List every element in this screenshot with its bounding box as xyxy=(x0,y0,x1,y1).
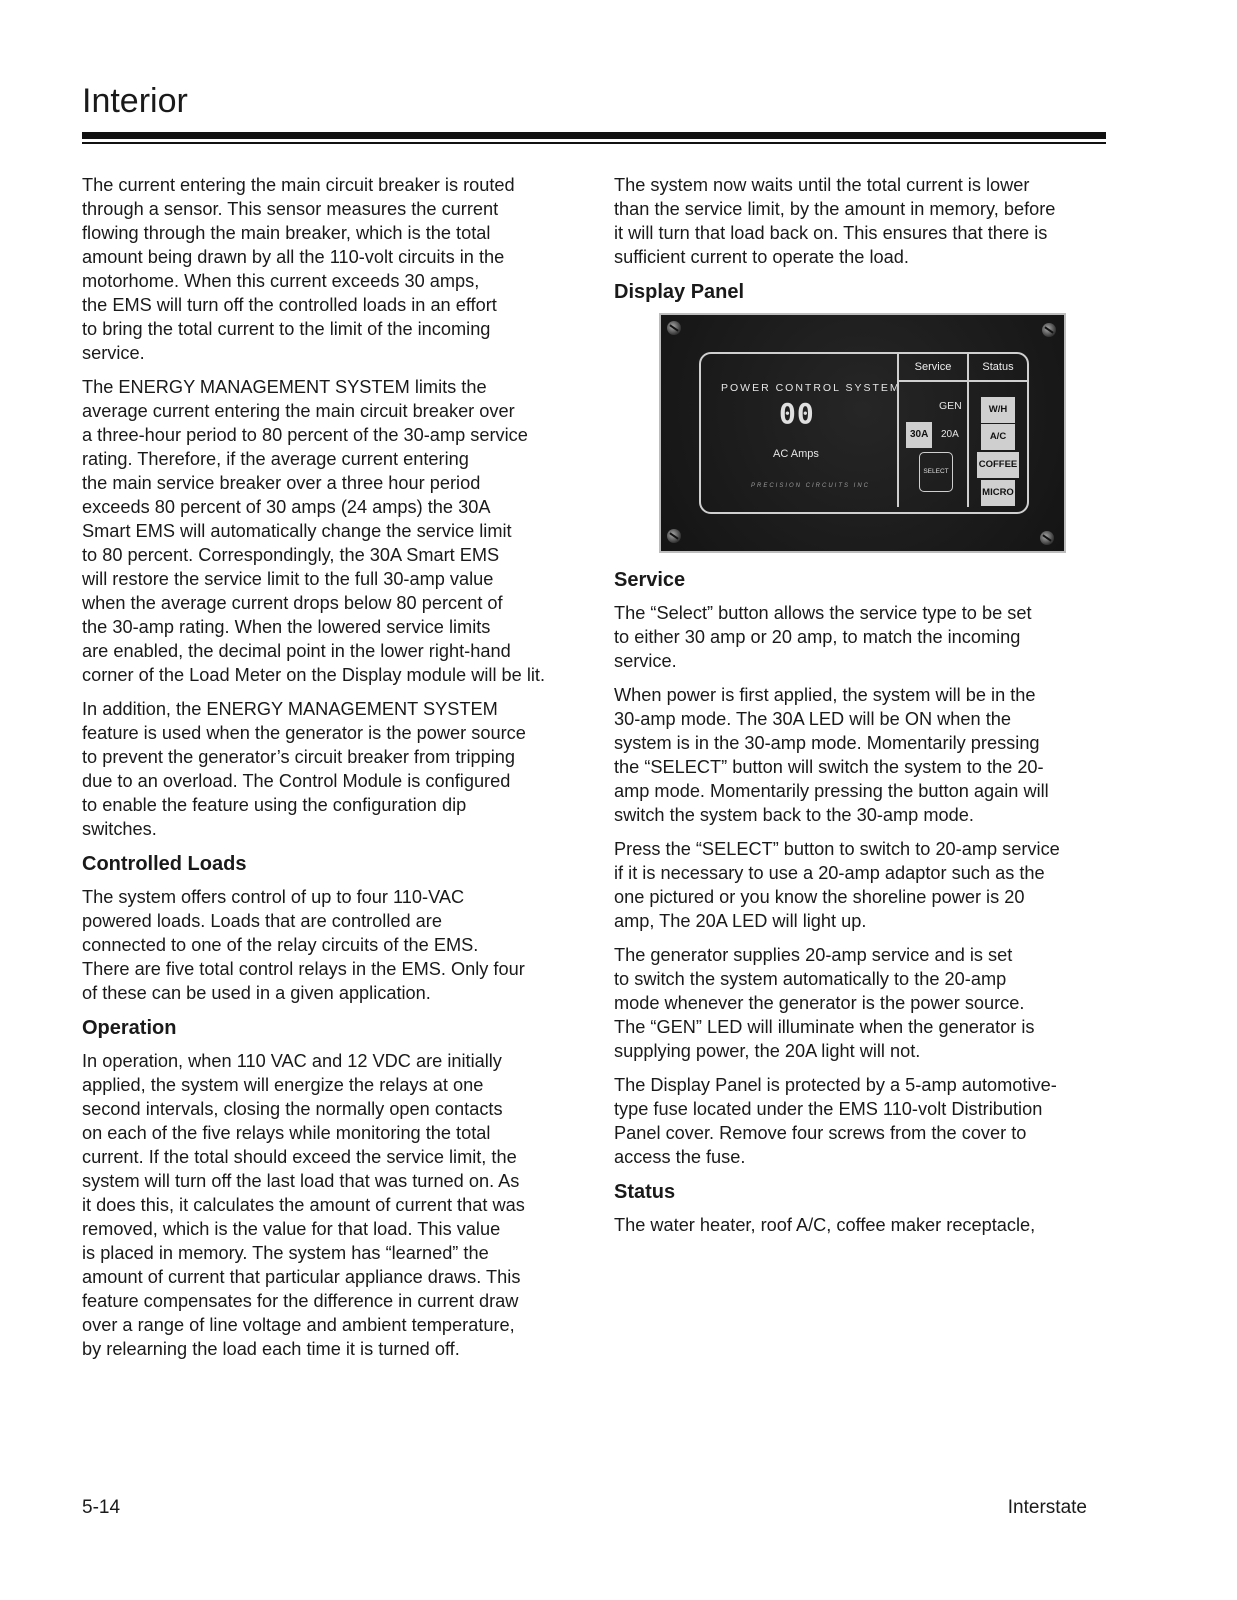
panel-title: POWER CONTROL SYSTEM xyxy=(721,382,901,394)
display-panel-photo xyxy=(659,313,1066,553)
right-column xyxy=(614,173,1114,1247)
header-rule-thick xyxy=(82,132,1106,139)
led-30a: 30A xyxy=(906,422,932,448)
paragraph: The Display Panel is protected by a 5-amp automotive- type fuse located under the EMS 110-volt Distribution Panel cover. Remove four screws from the cover to access the fuse. xyxy=(614,1075,1057,1167)
paragraph: The ENERGY MANAGEMENT SYSTEM limits the average current entering the main circuit breaker over a three-hour period to 80 percent of the 30-amp service rating. Therefore, if the average current entering the main service breaker over a three hour period exceeds 80 percent of 30 amps (24 amps) the 30A Smart EMS will automatically change the service limit to 80 percent. Correspondingly, the 30A Smart EMS will restore the service limit to the full 30-amp value when the average current drops below 80 percent of the 30-amp rating. When the lowered service limits are enabled, the decimal point in the lower right-hand corner of the Load Meter on the Display module will be lit. xyxy=(82,377,546,685)
paragraph: When power is first applied, the system will be in the 30-amp mode. The 30A LED will be ON when the system is in the 30-amp mode. Momentarily pressing the “SELECT” button will switch the system to the 20- amp mode. Momentarily pressing the button again will switch the system back to the 30-amp mode. xyxy=(614,685,1049,825)
screw-icon xyxy=(1040,531,1054,545)
led-20a: 20A xyxy=(941,429,959,440)
paragraph: The “Select” button allows the service type to be set to either 30 amp or 20 amp, to match the incoming service. xyxy=(614,603,1032,671)
paragraph: In addition, the ENERGY MANAGEMENT SYSTEM feature is used when the generator is the power source to prevent the generator’s circuit breaker from tripping due to an overload. The Control Module is configured to enable the feature using the configuration dip switches. xyxy=(82,699,526,839)
screw-icon xyxy=(1042,323,1056,337)
paragraph: The system now waits until the total current is lower than the service limit, by the amount in memory, before it will turn that load back on. This ensures that there is sufficient current to operate the load. xyxy=(614,175,1056,267)
paragraph: The current entering the main circuit breaker is routed through a sensor. This sensor measures the current flowing through the main breaker, which is the total amount being drawn by all the 110-volt circuits in the motorhome. When this current exceeds 30 amps, the EMS will turn off the controlled loads in an effort to bring the total current to the limit of the incoming service. xyxy=(82,175,515,363)
load-meter-digits: 00 xyxy=(779,397,815,430)
section-heading-status: Status xyxy=(614,1181,676,1203)
page-number: 5-14 xyxy=(82,1497,121,1518)
left-column xyxy=(82,173,577,1371)
status-coffee: COFFEE xyxy=(977,452,1019,478)
paragraph: The generator supplies 20-amp service and is set to switch the system automatically to the 20-amp mode whenever the generator is the power source. The “GEN” LED will illuminate when the generator is supplying power, the 20A light will not. xyxy=(614,945,1035,1061)
status-micro: MICRO xyxy=(981,480,1015,506)
section-heading-service: Service xyxy=(614,569,686,591)
service-header: Service xyxy=(897,354,969,382)
status-header: Status xyxy=(969,354,1027,382)
status-ac: A/C xyxy=(981,424,1015,450)
ac-amps-label: AC Amps xyxy=(773,448,819,460)
maker-label: PRECISION CIRCUITS INC xyxy=(751,483,871,489)
paragraph: Press the “SELECT” button to switch to 20-amp service if it is necessary to use a 20-amp adaptor such as the one pictured or you know the shoreline power is 20 amp, The 20A LED will light up. xyxy=(614,839,1060,931)
select-button: SELECT xyxy=(919,452,953,492)
page-title: Interior xyxy=(82,82,188,120)
gen-led-label: GEN xyxy=(939,400,962,412)
section-heading-display-panel: Display Panel xyxy=(614,281,745,303)
paragraph: In operation, when 110 VAC and 12 VDC are initially applied, the system will energize the relays at one second intervals, closing the normally open contacts on each of the five relays while monitoring the total current. If the total should exceed the service limit, the system will turn off the last load that was turned on. As it does this, it calculates the amount of current that was removed, which is the value for that load. This value is placed in memory. The system has “learned” the amount of current that particular appliance draws. This feature compensates for the difference in current draw over a range of line voltage and ambient temperature, by relearning the load each time it is turned off. xyxy=(82,1051,525,1359)
header-rule-thin xyxy=(82,142,1106,144)
screw-icon xyxy=(667,321,681,335)
paragraph: The water heater, roof A/C, coffee maker receptacle, xyxy=(614,1215,1036,1235)
paragraph: The system offers control of up to four 110-VAC powered loads. Loads that are controlled are connected to one of the relay circuits of the EMS. There are five total control relays in the EMS. Only four of these can be used in a given application. xyxy=(82,887,525,1003)
panel-face xyxy=(699,352,1029,514)
section-heading-controlled-loads: Controlled Loads xyxy=(82,853,247,875)
footer-brand: Interstate xyxy=(1007,1497,1087,1518)
screw-icon xyxy=(667,529,681,543)
status-wh: W/H xyxy=(981,397,1015,423)
section-heading-operation: Operation xyxy=(82,1017,177,1039)
